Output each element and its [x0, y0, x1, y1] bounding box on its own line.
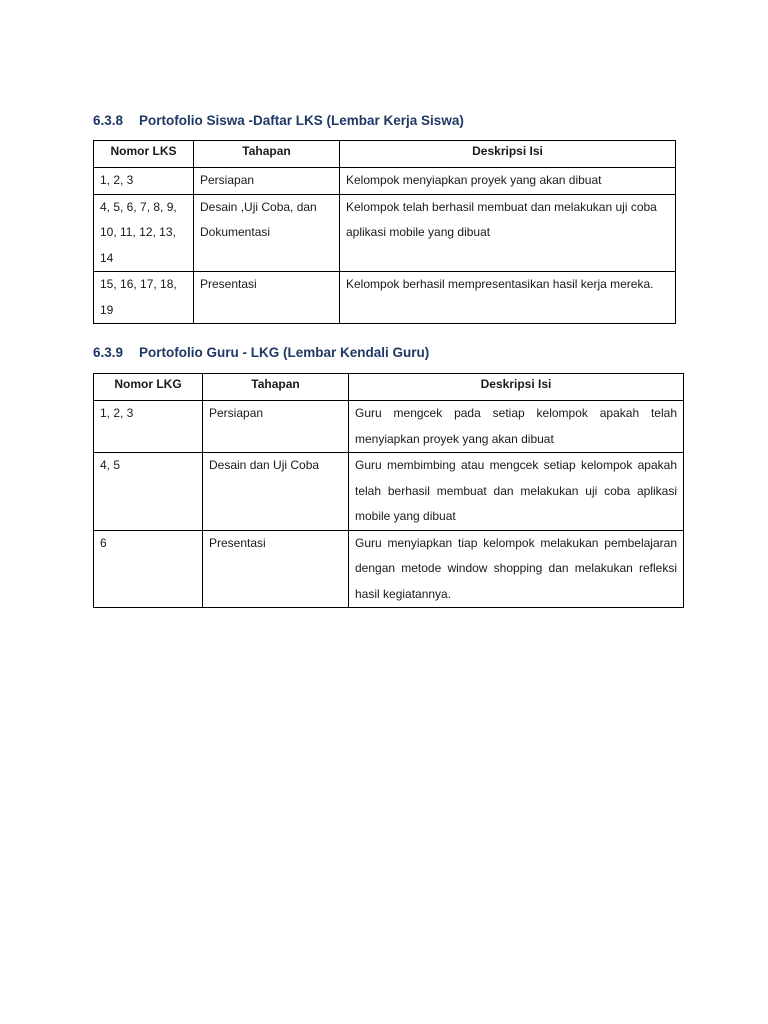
- cell-deskripsi: Guru mengcek pada setiap kelompok apakah telah menyiapkan proyek yang akan dibuat: [349, 401, 684, 453]
- section-title: Portofolio Guru - LKG (Lembar Kendali Guru): [139, 345, 430, 360]
- section-number: 6.3.9: [93, 345, 124, 360]
- cell-deskripsi: Kelompok berhasil mempresentasikan hasil kerja mereka.: [340, 272, 676, 324]
- table-row: [94, 401, 684, 453]
- table-row: [94, 272, 676, 324]
- column-header-tahapan: Tahapan: [203, 374, 349, 401]
- table-row: [94, 168, 676, 195]
- lks-table: [93, 140, 676, 324]
- cell-nomor: 6: [94, 530, 203, 608]
- section-number: 6.3.8: [93, 113, 124, 128]
- column-header-nomor: Nomor LKG: [94, 374, 203, 401]
- section-heading-lks: [93, 113, 464, 128]
- cell-deskripsi: Guru membimbing atau mengcek setiap kelompok apakah telah berhasil membuat dan melakukan uji coba aplikasi mobile yang dibuat: [349, 453, 684, 531]
- cell-tahapan: Persiapan: [203, 401, 349, 453]
- lkg-table: [93, 373, 684, 608]
- section-heading-lkg: [93, 345, 429, 360]
- column-header-nomor: Nomor LKS: [94, 141, 194, 168]
- table-row: [94, 530, 684, 608]
- cell-tahapan: Desain dan Uji Coba: [203, 453, 349, 531]
- column-header-tahapan: Tahapan: [194, 141, 340, 168]
- table-header-row: [94, 141, 676, 168]
- cell-deskripsi: Kelompok telah berhasil membuat dan melakukan uji coba aplikasi mobile yang dibuat: [340, 194, 676, 272]
- cell-nomor: 1, 2, 3: [94, 168, 194, 195]
- cell-nomor: 15, 16, 17, 18, 19: [94, 272, 194, 324]
- cell-tahapan: Desain ,Uji Coba, dan Dokumentasi: [194, 194, 340, 272]
- cell-tahapan: Presentasi: [194, 272, 340, 324]
- column-header-deskripsi: Deskripsi Isi: [340, 141, 676, 168]
- cell-deskripsi: Kelompok menyiapkan proyek yang akan dibuat: [340, 168, 676, 195]
- cell-nomor: 4, 5, 6, 7, 8, 9, 10, 11, 12, 13, 14: [94, 194, 194, 272]
- table-header-row: [94, 374, 684, 401]
- cell-deskripsi: Guru menyiapkan tiap kelompok melakukan pembelajaran dengan metode window shopping dan melakukan refleksi hasil kegiatannya.: [349, 530, 684, 608]
- column-header-deskripsi: Deskripsi Isi: [349, 374, 684, 401]
- cell-nomor: 1, 2, 3: [94, 401, 203, 453]
- cell-tahapan: Presentasi: [203, 530, 349, 608]
- table-row: [94, 453, 684, 531]
- table-row: [94, 194, 676, 272]
- cell-nomor: 4, 5: [94, 453, 203, 531]
- section-title: Portofolio Siswa -Daftar LKS (Lembar Kerja Siswa): [139, 113, 464, 128]
- cell-tahapan: Persiapan: [194, 168, 340, 195]
